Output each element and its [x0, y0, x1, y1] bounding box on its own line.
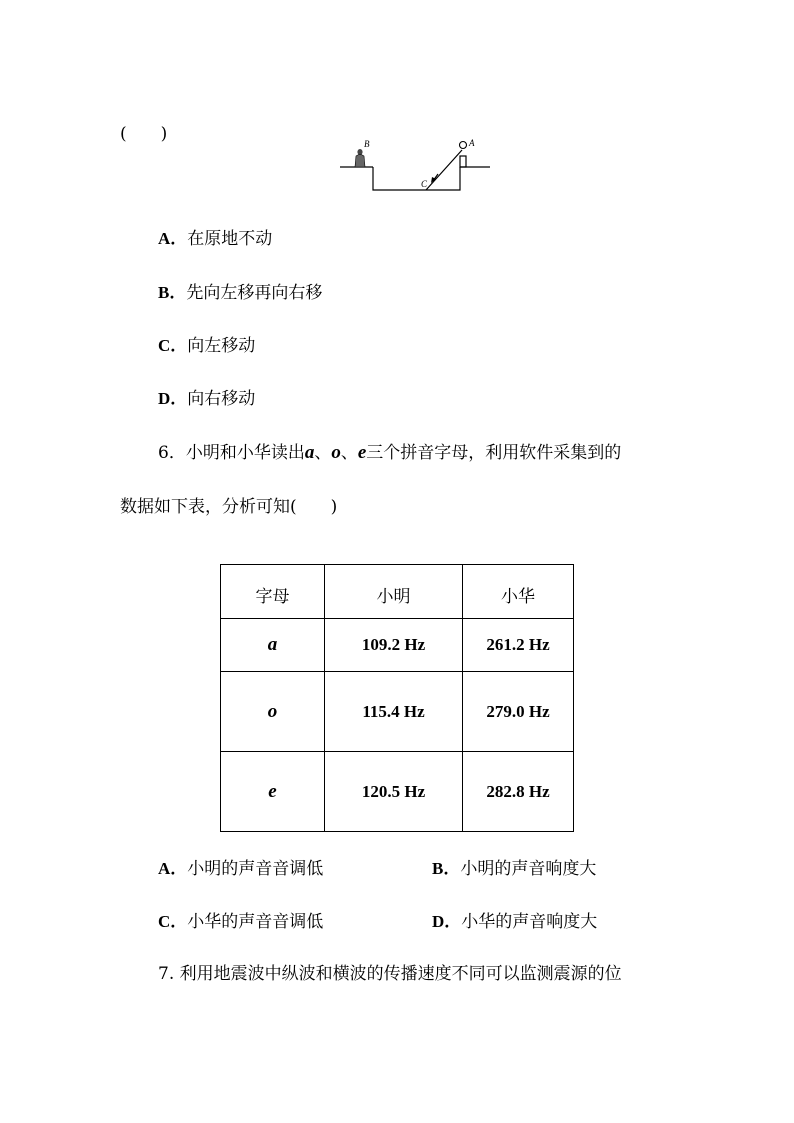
option-text: 向右移动 [187, 389, 256, 409]
option-letter: C． [158, 336, 188, 355]
incline-rod [426, 150, 462, 190]
q6-option-c [158, 912, 323, 932]
table-cell-letter: a [221, 619, 325, 672]
option-text: 小明的声音音调低 [187, 859, 324, 879]
option-text: 小华的声音音调低 [187, 912, 324, 932]
q6-suffix: 三个拼音字母，利用软件采集到的 [366, 443, 622, 463]
q5-option-a [158, 229, 272, 249]
table-cell-letter: o [221, 672, 325, 752]
option-text: 小明的声音响度大 [460, 859, 597, 879]
separator: 、 [340, 443, 358, 463]
label-b: B [364, 139, 370, 149]
table-row [221, 619, 574, 672]
q6-stem-line1 [158, 443, 621, 463]
table-cell-value: 120.5 Hz [325, 752, 463, 832]
q5-option-d [158, 389, 255, 409]
table-header-cell: 小华 [463, 565, 574, 619]
q5-answer-bracket: ( ) [120, 124, 168, 144]
table-header-cell: 字母 [221, 565, 325, 619]
label-a: A [469, 138, 475, 148]
q6-option-a [158, 859, 323, 879]
option-letter: C． [158, 912, 188, 931]
table-cell-value: 109.2 Hz [325, 619, 463, 672]
letter-o: o [331, 442, 341, 463]
option-letter: B． [432, 859, 461, 878]
option-letter: D． [432, 912, 462, 931]
pit-outline [373, 167, 460, 190]
table-cell-letter: e [221, 752, 325, 832]
q7-stem-line1: 7. 利用地震波中纵波和横波的传播速度不同可以监测震源的位 [158, 964, 622, 984]
table-header-cell: 小明 [325, 565, 463, 619]
option-letter: A． [158, 859, 188, 878]
frequency-table [220, 564, 574, 832]
q6-stem-line2: 数据如下表，分析可知( ) [120, 497, 338, 517]
label-c: C [421, 179, 428, 189]
q6-prefix: 6．小明和小华读出 [158, 443, 305, 463]
option-text: 向左移动 [187, 336, 256, 356]
separator: 、 [314, 443, 332, 463]
option-letter: A． [158, 229, 188, 248]
table-row [221, 672, 574, 752]
q6-option-d [432, 912, 597, 932]
table-cell-value: 261.2 Hz [463, 619, 574, 672]
table-cell-value: 279.0 Hz [463, 672, 574, 752]
option-text: 在原地不动 [187, 229, 273, 249]
q5-figure [338, 136, 494, 194]
post-icon [460, 156, 466, 167]
option-letter: D． [158, 389, 188, 408]
table-cell-value: 282.8 Hz [463, 752, 574, 832]
letter-e: e [357, 442, 367, 463]
table-cell-value: 115.4 Hz [325, 672, 463, 752]
table-row [221, 752, 574, 832]
q6-option-b [432, 859, 596, 879]
letter-a: a [304, 442, 315, 463]
ball-a-icon [460, 142, 467, 149]
person-b-icon [355, 149, 365, 167]
q5-option-b [158, 283, 322, 303]
option-text: 小华的声音响度大 [461, 912, 598, 932]
q5-option-c [158, 336, 255, 356]
option-letter: B． [158, 283, 187, 302]
option-text: 先向左移再向右移 [186, 283, 323, 303]
table-header-row [221, 565, 574, 619]
